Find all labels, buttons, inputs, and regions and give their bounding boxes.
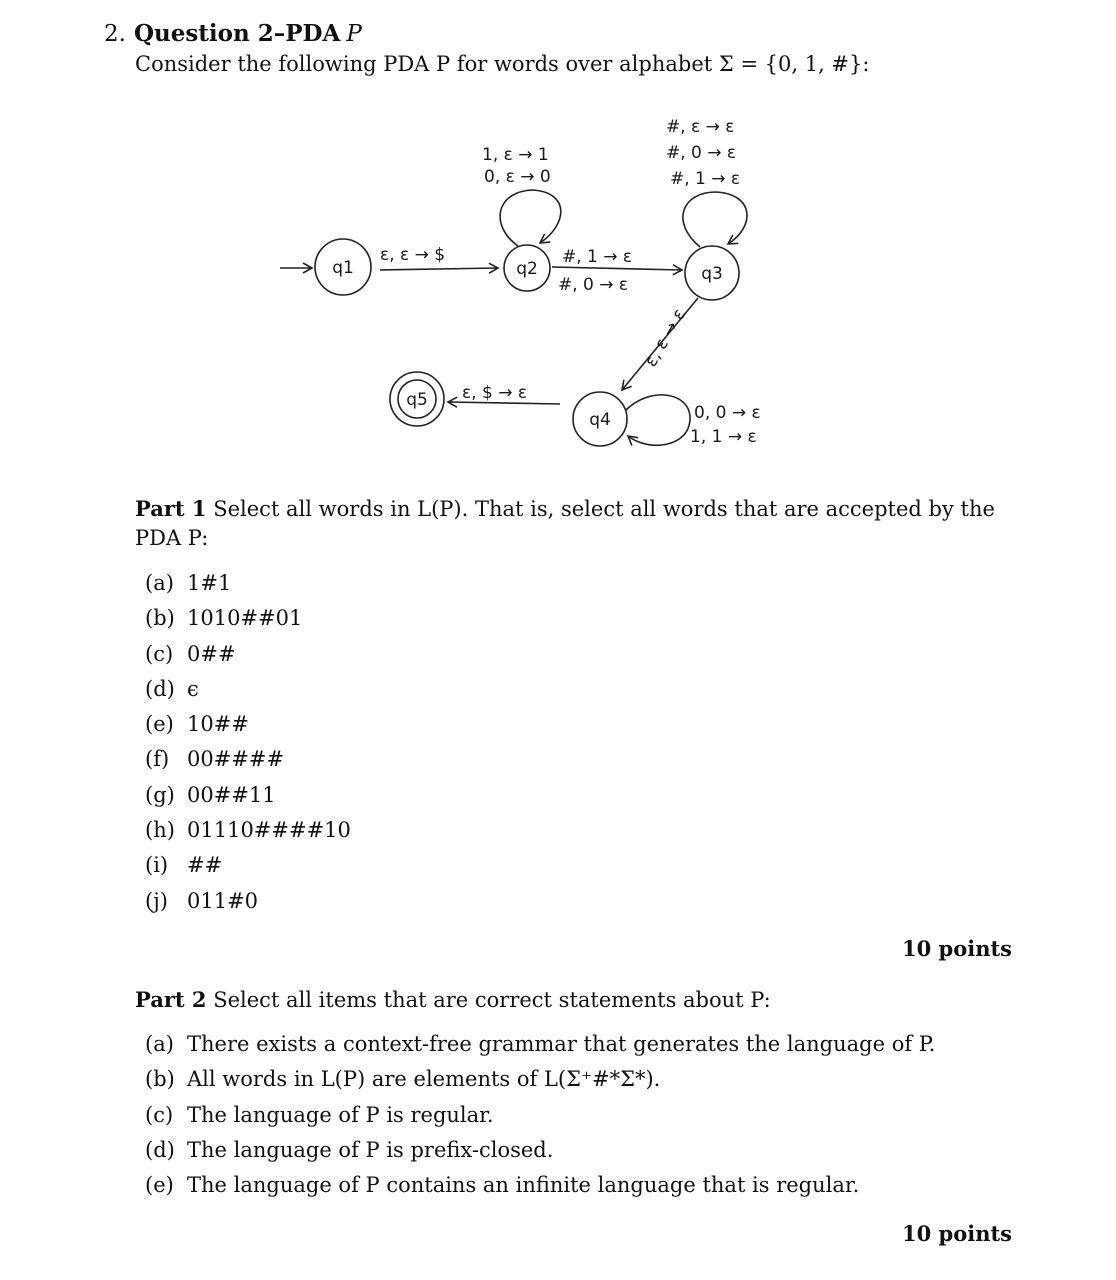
edge-q3-q4-label: ε, ε → ε <box>641 305 691 371</box>
option-label: (a) <box>145 571 174 595</box>
state-q1-label: q1 <box>332 258 354 278</box>
option-text: 1010##01 <box>187 606 303 631</box>
state-q2 <box>504 245 550 291</box>
loop-q2-label-2: 0, ε → 0 <box>484 167 551 187</box>
option-label: (a) <box>145 1032 174 1056</box>
part1-option-e[interactable] <box>145 707 351 742</box>
loop-q3-label-2: #, 0 → ε <box>666 143 737 163</box>
option-text: 011#0 <box>187 888 259 913</box>
part2-prompt-text: Select all items that are correct statements about P: <box>213 988 771 1012</box>
state-q4-label: q4 <box>589 410 611 430</box>
option-text: 10## <box>187 712 249 737</box>
option-label: (b) <box>145 1067 175 1092</box>
option-label: (j) <box>145 888 168 913</box>
option-label: (d) <box>145 676 175 701</box>
state-q2-label: q2 <box>516 259 538 279</box>
part2-prompt <box>135 985 1015 1015</box>
option-text: The language of P contains an infinite language that is regular. <box>187 1173 860 1198</box>
loop-q3 <box>683 192 747 247</box>
option-label: (f) <box>145 747 170 772</box>
part1-option-h[interactable] <box>145 813 351 848</box>
option-label: (h) <box>145 818 175 843</box>
option-label: (e) <box>145 712 174 737</box>
option-label: (b) <box>145 606 175 631</box>
option-text: The language of P is regular. <box>187 1102 494 1127</box>
state-q1 <box>315 239 371 295</box>
part2-option-b[interactable] <box>145 1062 935 1097</box>
question-number: 2. <box>104 21 126 47</box>
state-q3 <box>685 246 739 300</box>
option-text: 0## <box>187 641 236 666</box>
edge-q2-q3-label-1: #, 1 → ε <box>562 247 633 267</box>
part2-option-e[interactable] <box>145 1168 935 1203</box>
pda-diagram <box>270 100 790 460</box>
question-header <box>104 20 362 48</box>
part1-option-c[interactable] <box>145 637 351 672</box>
question-intro: Consider the following PDA P for words over alphabet Σ = {0, 1, #}: <box>135 52 870 76</box>
question-title-var: P <box>346 21 362 47</box>
part2-option-d[interactable] <box>145 1133 935 1168</box>
option-text: ϵ <box>187 676 199 701</box>
part1-points: 10 points <box>902 936 1012 961</box>
loop-q2-label-1: 1, ε → 1 <box>482 145 549 165</box>
edge-q2-q3-label-2: #, 0 → ε <box>558 275 629 295</box>
question-title: Question 2–PDA <box>133 20 341 47</box>
loop-q4-label-1: 0, 0 → ε <box>694 403 761 423</box>
state-q4 <box>573 392 627 446</box>
option-label: (e) <box>145 1173 174 1198</box>
part1-option-d[interactable] <box>145 672 351 707</box>
loop-q3-label-3: #, 1 → ε <box>670 169 741 189</box>
part2-options <box>145 1027 935 1203</box>
option-label: (c) <box>145 641 174 666</box>
part1-option-i[interactable] <box>145 848 351 883</box>
option-text: The language of P is prefix-closed. <box>187 1137 554 1162</box>
option-text: There exists a context-free grammar that generates the language of P. <box>187 1032 936 1056</box>
part2-option-c[interactable] <box>145 1098 935 1133</box>
option-text: 00##11 <box>187 782 276 807</box>
part1-prompt <box>135 494 1015 553</box>
option-text: ## <box>187 853 223 878</box>
option-text: 00#### <box>187 747 285 772</box>
state-q3-label: q3 <box>701 264 723 284</box>
option-label: (i) <box>145 853 169 878</box>
option-label: (g) <box>145 782 175 807</box>
part2-option-a[interactable] <box>145 1027 935 1062</box>
loop-q4 <box>626 395 690 445</box>
part1-option-b[interactable] <box>145 601 351 636</box>
state-q5 <box>390 372 444 426</box>
part2-label: Part 2 <box>135 987 207 1012</box>
option-text: All words in L(P) are elements of L(Σ⁺#*Σ*). <box>187 1067 661 1092</box>
part1-option-a[interactable] <box>145 566 351 601</box>
state-q5-label: q5 <box>406 390 428 410</box>
option-text: 01110####10 <box>187 818 351 843</box>
part1-option-f[interactable] <box>145 742 351 777</box>
part1-options <box>145 566 351 919</box>
part1-label: Part 1 <box>135 496 207 521</box>
edge-q2-q3 <box>552 267 682 270</box>
edge-q4-q5-label: ε, $ → ε <box>462 383 528 403</box>
loop-q4-label-2: 1, 1 → ε <box>690 427 757 447</box>
edge-q1-q2 <box>380 268 498 270</box>
part1-prompt-text: Select all words in L(P). That is, select all words that are accepted by the PDA P: <box>135 497 995 550</box>
part1-option-j[interactable] <box>145 884 351 919</box>
loop-q2 <box>500 190 561 246</box>
option-label: (c) <box>145 1102 174 1127</box>
option-text: 1#1 <box>187 571 232 595</box>
option-label: (d) <box>145 1137 175 1162</box>
edge-q1-q2-label: ε, ε → $ <box>380 245 446 265</box>
part2-points: 10 points <box>902 1221 1012 1246</box>
part1-option-g[interactable] <box>145 778 351 813</box>
loop-q3-label-1: #, ε → ε <box>666 117 735 137</box>
